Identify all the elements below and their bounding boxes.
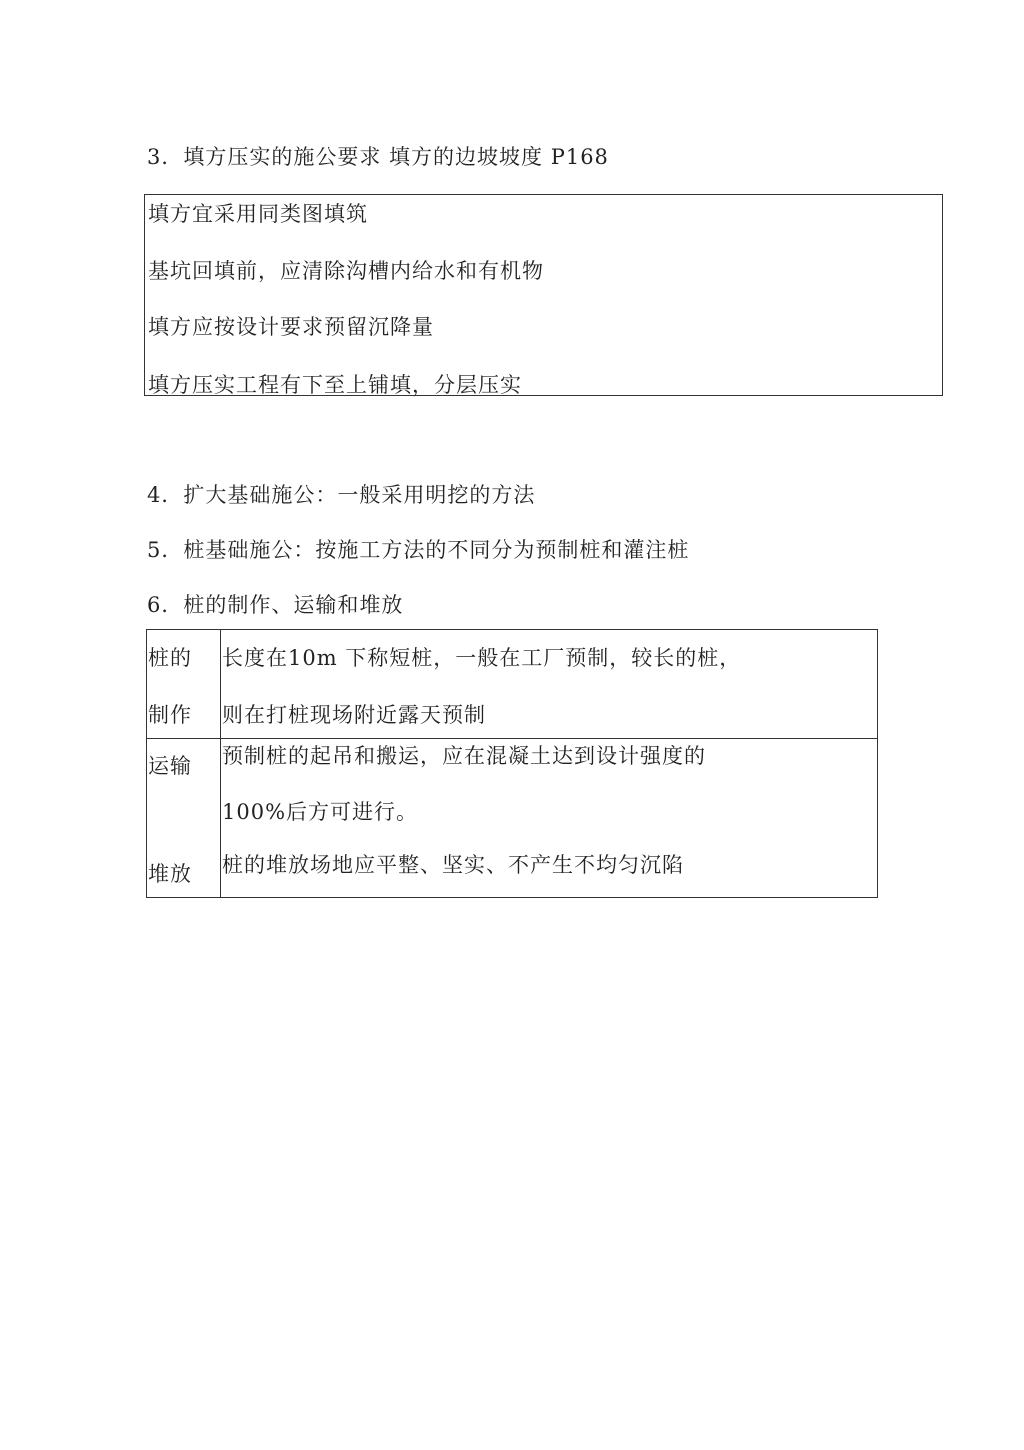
row-label-making-line1: 桩的	[148, 646, 192, 670]
section-5-heading: 5．桩基础施公：按施工方法的不同分为预制桩和灌注桩	[147, 538, 690, 562]
table-row-divider	[147, 738, 877, 739]
fill-requirement-item: 填方宜采用同类图填筑	[148, 202, 368, 226]
pile-table	[146, 629, 878, 898]
row-label-making-line2: 制作	[148, 703, 192, 727]
making-text-line1: 长度在10m 下称短桩，一般在工厂预制，较长的桩，	[222, 646, 742, 670]
row-label-transport: 运输	[148, 754, 192, 778]
fill-requirement-item: 填方应按设计要求预留沉降量	[148, 315, 434, 339]
section-3-heading: 3．填方压实的施公要求 填方的边坡坡度 P168	[147, 145, 609, 169]
stacking-text: 桩的堆放场地应平整、坚实、不产生不均匀沉陷	[222, 853, 684, 877]
section-6-heading: 6．桩的制作、运输和堆放	[147, 593, 404, 617]
fill-requirement-item: 填方压实工程有下至上铺填，分层压实	[148, 373, 522, 397]
fill-requirements-box	[144, 194, 943, 396]
transport-text-line1: 预制桩的起吊和搬运，应在混凝土达到设计强度的	[222, 744, 706, 768]
row-label-stacking: 堆放	[148, 862, 192, 886]
fill-requirement-item: 基坑回填前，应清除沟槽内给水和有机物	[148, 259, 544, 283]
table-column-divider	[220, 630, 221, 897]
transport-text-line2: 100%后方可进行。	[222, 800, 419, 824]
section-4-heading: 4．扩大基础施公：一般采用明挖的方法	[147, 483, 536, 507]
making-text-line2: 则在打桩现场附近露天预制	[222, 703, 486, 727]
